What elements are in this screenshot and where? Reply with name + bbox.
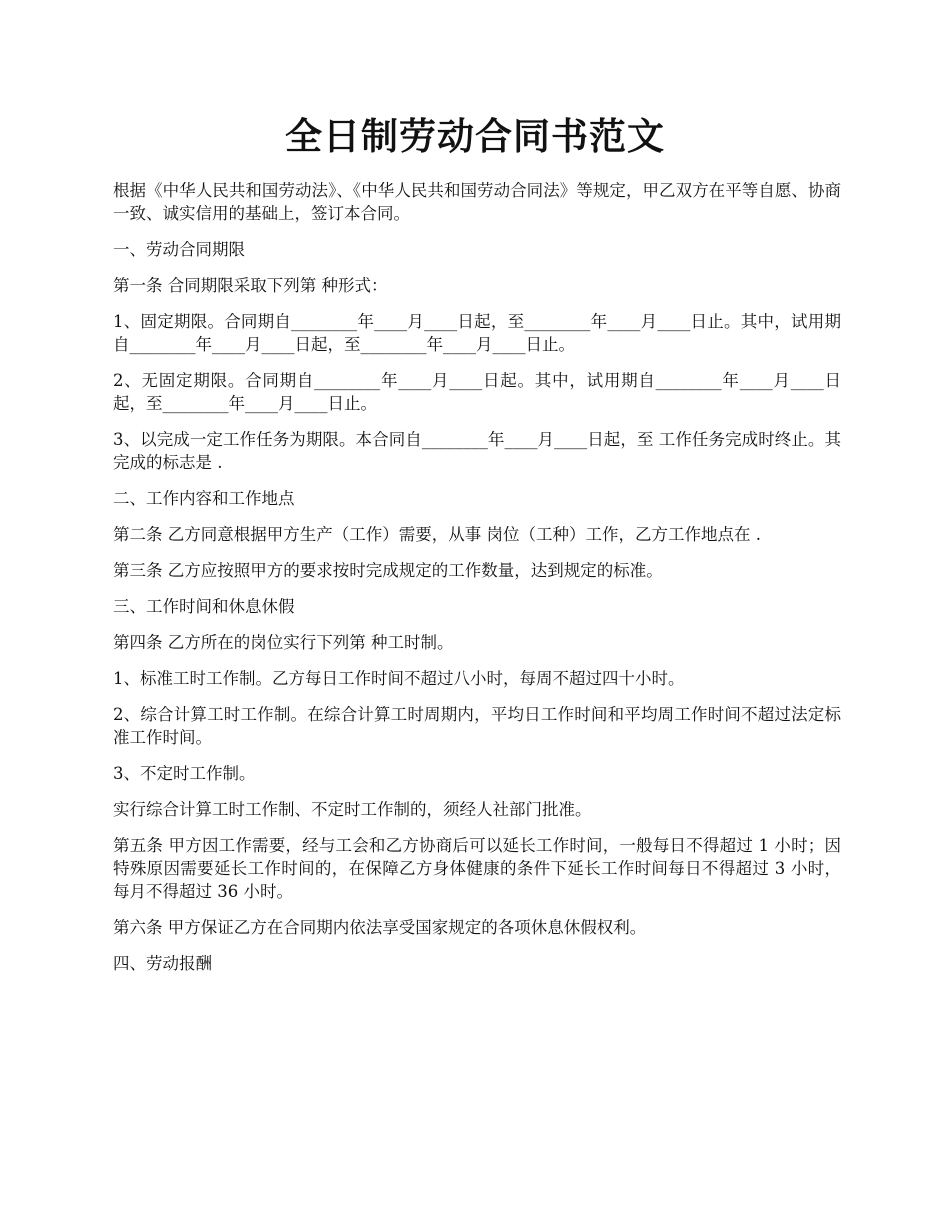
document-title: 全日制劳动合同书范文 <box>285 114 665 158</box>
paragraph-preamble: 根据《中华人民共和国劳动法》、《中华人民共和国劳动合同法》等规定，甲乙双方在平等自愿、协商一致、诚实信用的基础上，签订本合同。 <box>113 181 841 223</box>
paragraph-article-6: 第六条 甲方保证乙方在合同期内依法享受国家规定的各项休息休假权利。 <box>113 918 647 937</box>
paragraph-article-1: 第一条 合同期限采取下列第 种形式： <box>113 276 388 295</box>
paragraph-article-2: 第二条 乙方同意根据甲方生产（工作）需要，从事 岗位（工种）工作，乙方工作地点在 . <box>113 525 761 544</box>
paragraph-article-4: 第四条 乙方所在的岗位实行下列第 种工时制。 <box>113 633 454 652</box>
paragraph-flexible-hours: 3、不定时工作制。 <box>113 764 256 783</box>
section-heading-remuneration: 四、劳动报酬 <box>113 954 212 973</box>
paragraph-open-term: 2、无固定期限。合同期自________年____月____日起。其中，试用期自________年____月____日起，至________年____月____日止。 <box>113 371 841 413</box>
paragraph-fixed-term: 1、固定期限。合同期自________年____月____日起，至________年____月____日止。其中，试用期自________年____月____日起，至________年____月____日止。 <box>113 312 841 354</box>
section-heading-working-hours: 三、工作时间和休息休假 <box>113 597 295 616</box>
paragraph-article-3: 第三条 乙方应按照甲方的要求按时完成规定的工作数量，达到规定的标准。 <box>113 561 663 580</box>
section-heading-contract-term: 一、劳动合同期限 <box>113 240 245 259</box>
paragraph-article-5: 第五条 甲方因工作需要，经与工会和乙方协商后可以延长工作时间，一般每日不得超过 1 小时；因特殊原因需要延长工作时间的，在保障乙方身体健康的条件下延长工作时间每日不得超过 3 小时，每月不得超过 36 小时。 <box>113 836 841 901</box>
section-heading-work-content: 二、工作内容和工作地点 <box>113 489 295 508</box>
paragraph-approval-note: 实行综合计算工时工作制、不定时工作制的，须经人社部门批准。 <box>113 800 592 819</box>
paragraph-comprehensive-hours: 2、综合计算工时工作制。在综合计算工时周期内，平均日工作时间和平均周工作时间不超过法定标准工作时间。 <box>113 705 841 747</box>
paragraph-standard-hours: 1、标准工时工作制。乙方每日工作时间不超过八小时，每周不超过四十小时。 <box>113 669 685 688</box>
paragraph-task-term: 3、以完成一定工作任务为期限。本合同自________年____月____日起，至 工作任务完成时终止。其完成的标志是 . <box>113 430 841 472</box>
document-body <box>113 179 841 988</box>
